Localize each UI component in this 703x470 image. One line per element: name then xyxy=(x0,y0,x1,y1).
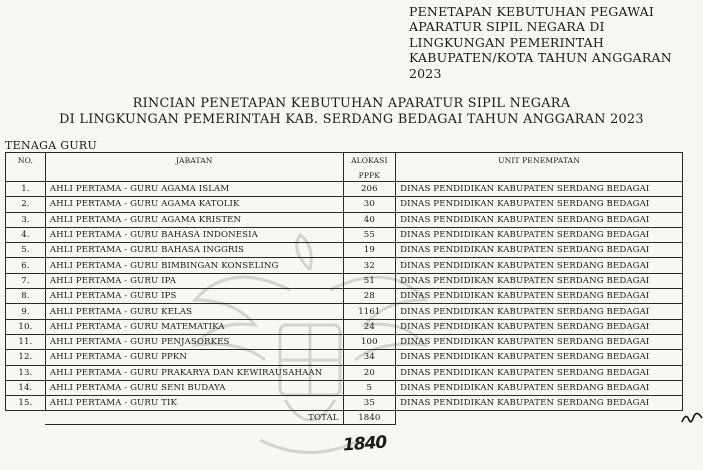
row-number: 14. xyxy=(6,380,46,395)
header-block xyxy=(409,4,699,81)
row-unit: DINAS PENDIDIKAN KABUPATEN SERDANG BEDAGAI xyxy=(396,243,683,258)
table-row xyxy=(6,380,683,395)
row-jabatan: AHLI PERTAMA - GURU SENI BUDAYA xyxy=(45,380,343,395)
row-number: 11. xyxy=(6,334,46,349)
row-number: 10. xyxy=(6,319,46,334)
row-alokasi: 100 xyxy=(343,334,395,349)
table-body xyxy=(6,182,683,411)
table-row xyxy=(6,289,683,304)
row-alokasi: 19 xyxy=(343,243,395,258)
total-value: 1840 xyxy=(343,411,395,425)
row-jabatan: AHLI PERTAMA - GURU PPKN xyxy=(45,350,343,365)
row-unit: DINAS PENDIDIKAN KABUPATEN SERDANG BEDAGAI xyxy=(396,319,683,334)
row-number: 1. xyxy=(6,182,46,197)
row-jabatan: AHLI PERTAMA - GURU AGAMA KATOLIK xyxy=(45,197,343,212)
table-row xyxy=(6,365,683,380)
total-row xyxy=(6,411,683,425)
row-jabatan: AHLI PERTAMA - GURU IPA xyxy=(45,273,343,288)
row-unit: DINAS PENDIDIKAN KABUPATEN SERDANG BEDAGAI xyxy=(396,273,683,288)
table-row xyxy=(6,396,683,411)
row-alokasi: 1161 xyxy=(343,304,395,319)
table-row xyxy=(6,319,683,334)
title-line-1: RINCIAN PENETAPAN KEBUTUHAN APARATUR SIPIL NEGARA xyxy=(132,96,571,111)
row-jabatan: AHLI PERTAMA - GURU PRAKARYA DAN KEWIRAUSAHAAN xyxy=(45,365,343,380)
row-unit: DINAS PENDIDIKAN KABUPATEN SERDANG BEDAGAI xyxy=(396,227,683,242)
row-alokasi: 28 xyxy=(343,289,395,304)
row-jabatan: AHLI PERTAMA - GURU AGAMA ISLAM xyxy=(45,182,343,197)
row-number: 2. xyxy=(6,197,46,212)
row-number: 3. xyxy=(6,212,46,227)
row-unit: DINAS PENDIDIKAN KABUPATEN SERDANG BEDAGAI xyxy=(396,289,683,304)
row-alokasi: 40 xyxy=(343,212,395,227)
row-unit: DINAS PENDIDIKAN KABUPATEN SERDANG BEDAGAI xyxy=(396,258,683,273)
row-alokasi: 51 xyxy=(343,273,395,288)
header-line: APARATUR SIPIL NEGARA DI xyxy=(409,19,605,35)
row-alokasi: 24 xyxy=(343,319,395,334)
row-alokasi: 206 xyxy=(343,182,395,197)
row-number: 4. xyxy=(6,227,46,242)
table-row xyxy=(6,197,683,212)
table-row xyxy=(6,304,683,319)
table-row xyxy=(6,212,683,227)
row-jabatan: AHLI PERTAMA - GURU BIMBINGAN KONSELING xyxy=(45,258,343,273)
title-line-2: DI LINGKUNGAN PEMERINTAH KAB. SERDANG BEDAGAI TAHUN ANGGARAN 2023 xyxy=(59,112,644,127)
row-alokasi: 55 xyxy=(343,227,395,242)
table-row xyxy=(6,350,683,365)
row-jabatan: AHLI PERTAMA - GURU MATEMATIKA xyxy=(45,319,343,334)
table-row xyxy=(6,182,683,197)
header-line: 2023 xyxy=(409,65,442,81)
header-line: KABUPATEN/KOTA TAHUN ANGGARAN xyxy=(409,50,672,66)
row-jabatan: AHLI PERTAMA - GURU AGAMA KRISTEN xyxy=(45,212,343,227)
row-jabatan: AHLI PERTAMA - GURU BAHASA INGGRIS xyxy=(45,243,343,258)
row-number: 5. xyxy=(6,243,46,258)
row-unit: DINAS PENDIDIKAN KABUPATEN SERDANG BEDAGAI xyxy=(396,212,683,227)
table-row xyxy=(6,243,683,258)
table-row xyxy=(6,227,683,242)
header-jabatan: JABATAN xyxy=(45,153,343,182)
row-alokasi: 34 xyxy=(343,350,395,365)
table-row xyxy=(6,258,683,273)
row-number: 7. xyxy=(6,273,46,288)
header-alokasi-sub: PPPK xyxy=(343,171,395,182)
header-line: LINGKUNGAN PEMERINTAH xyxy=(409,34,604,50)
handwritten-note: 1840 xyxy=(342,432,387,456)
row-unit: DINAS PENDIDIKAN KABUPATEN SERDANG BEDAGAI xyxy=(396,350,683,365)
row-number: 12. xyxy=(6,350,46,365)
table-row xyxy=(6,273,683,288)
row-alokasi: 30 xyxy=(343,197,395,212)
table-row xyxy=(6,334,683,349)
row-alokasi: 5 xyxy=(343,380,395,395)
row-unit: DINAS PENDIDIKAN KABUPATEN SERDANG BEDAGAI xyxy=(396,365,683,380)
row-number: 8. xyxy=(6,289,46,304)
row-unit: DINAS PENDIDIKAN KABUPATEN SERDANG BEDAGAI xyxy=(396,396,683,411)
row-jabatan: AHLI PERTAMA - GURU TIK xyxy=(45,396,343,411)
header-alokasi: ALOKASI xyxy=(343,153,395,172)
row-jabatan: AHLI PERTAMA - GURU KELAS xyxy=(45,304,343,319)
header-line: PENETAPAN KEBUTUHAN PEGAWAI xyxy=(409,4,655,19)
signature-icon xyxy=(681,410,703,428)
row-alokasi: 32 xyxy=(343,258,395,273)
row-jabatan: AHLI PERTAMA - GURU BAHASA INDONESIA xyxy=(45,227,343,242)
row-unit: DINAS PENDIDIKAN KABUPATEN SERDANG BEDAGAI xyxy=(396,380,683,395)
section-label: TENAGA GURU xyxy=(5,139,98,152)
row-number: 13. xyxy=(6,365,46,380)
row-jabatan: AHLI PERTAMA - GURU IPS xyxy=(45,289,343,304)
document-title xyxy=(0,96,703,128)
row-alokasi: 20 xyxy=(343,365,395,380)
row-unit: DINAS PENDIDIKAN KABUPATEN SERDANG BEDAGAI xyxy=(396,197,683,212)
row-number: 6. xyxy=(6,258,46,273)
row-alokasi: 35 xyxy=(343,396,395,411)
row-unit: DINAS PENDIDIKAN KABUPATEN SERDANG BEDAGAI xyxy=(396,182,683,197)
row-unit: DINAS PENDIDIKAN KABUPATEN SERDANG BEDAGAI xyxy=(396,334,683,349)
allocation-table xyxy=(5,152,683,425)
row-number: 15. xyxy=(6,396,46,411)
header-no: NO. xyxy=(6,153,46,182)
row-unit: DINAS PENDIDIKAN KABUPATEN SERDANG BEDAGAI xyxy=(396,304,683,319)
total-label: TOTAL xyxy=(45,411,343,425)
row-jabatan: AHLI PERTAMA - GURU PENJASORKES xyxy=(45,334,343,349)
header-unit: UNIT PENEMPATAN xyxy=(396,153,683,182)
row-number: 9. xyxy=(6,304,46,319)
